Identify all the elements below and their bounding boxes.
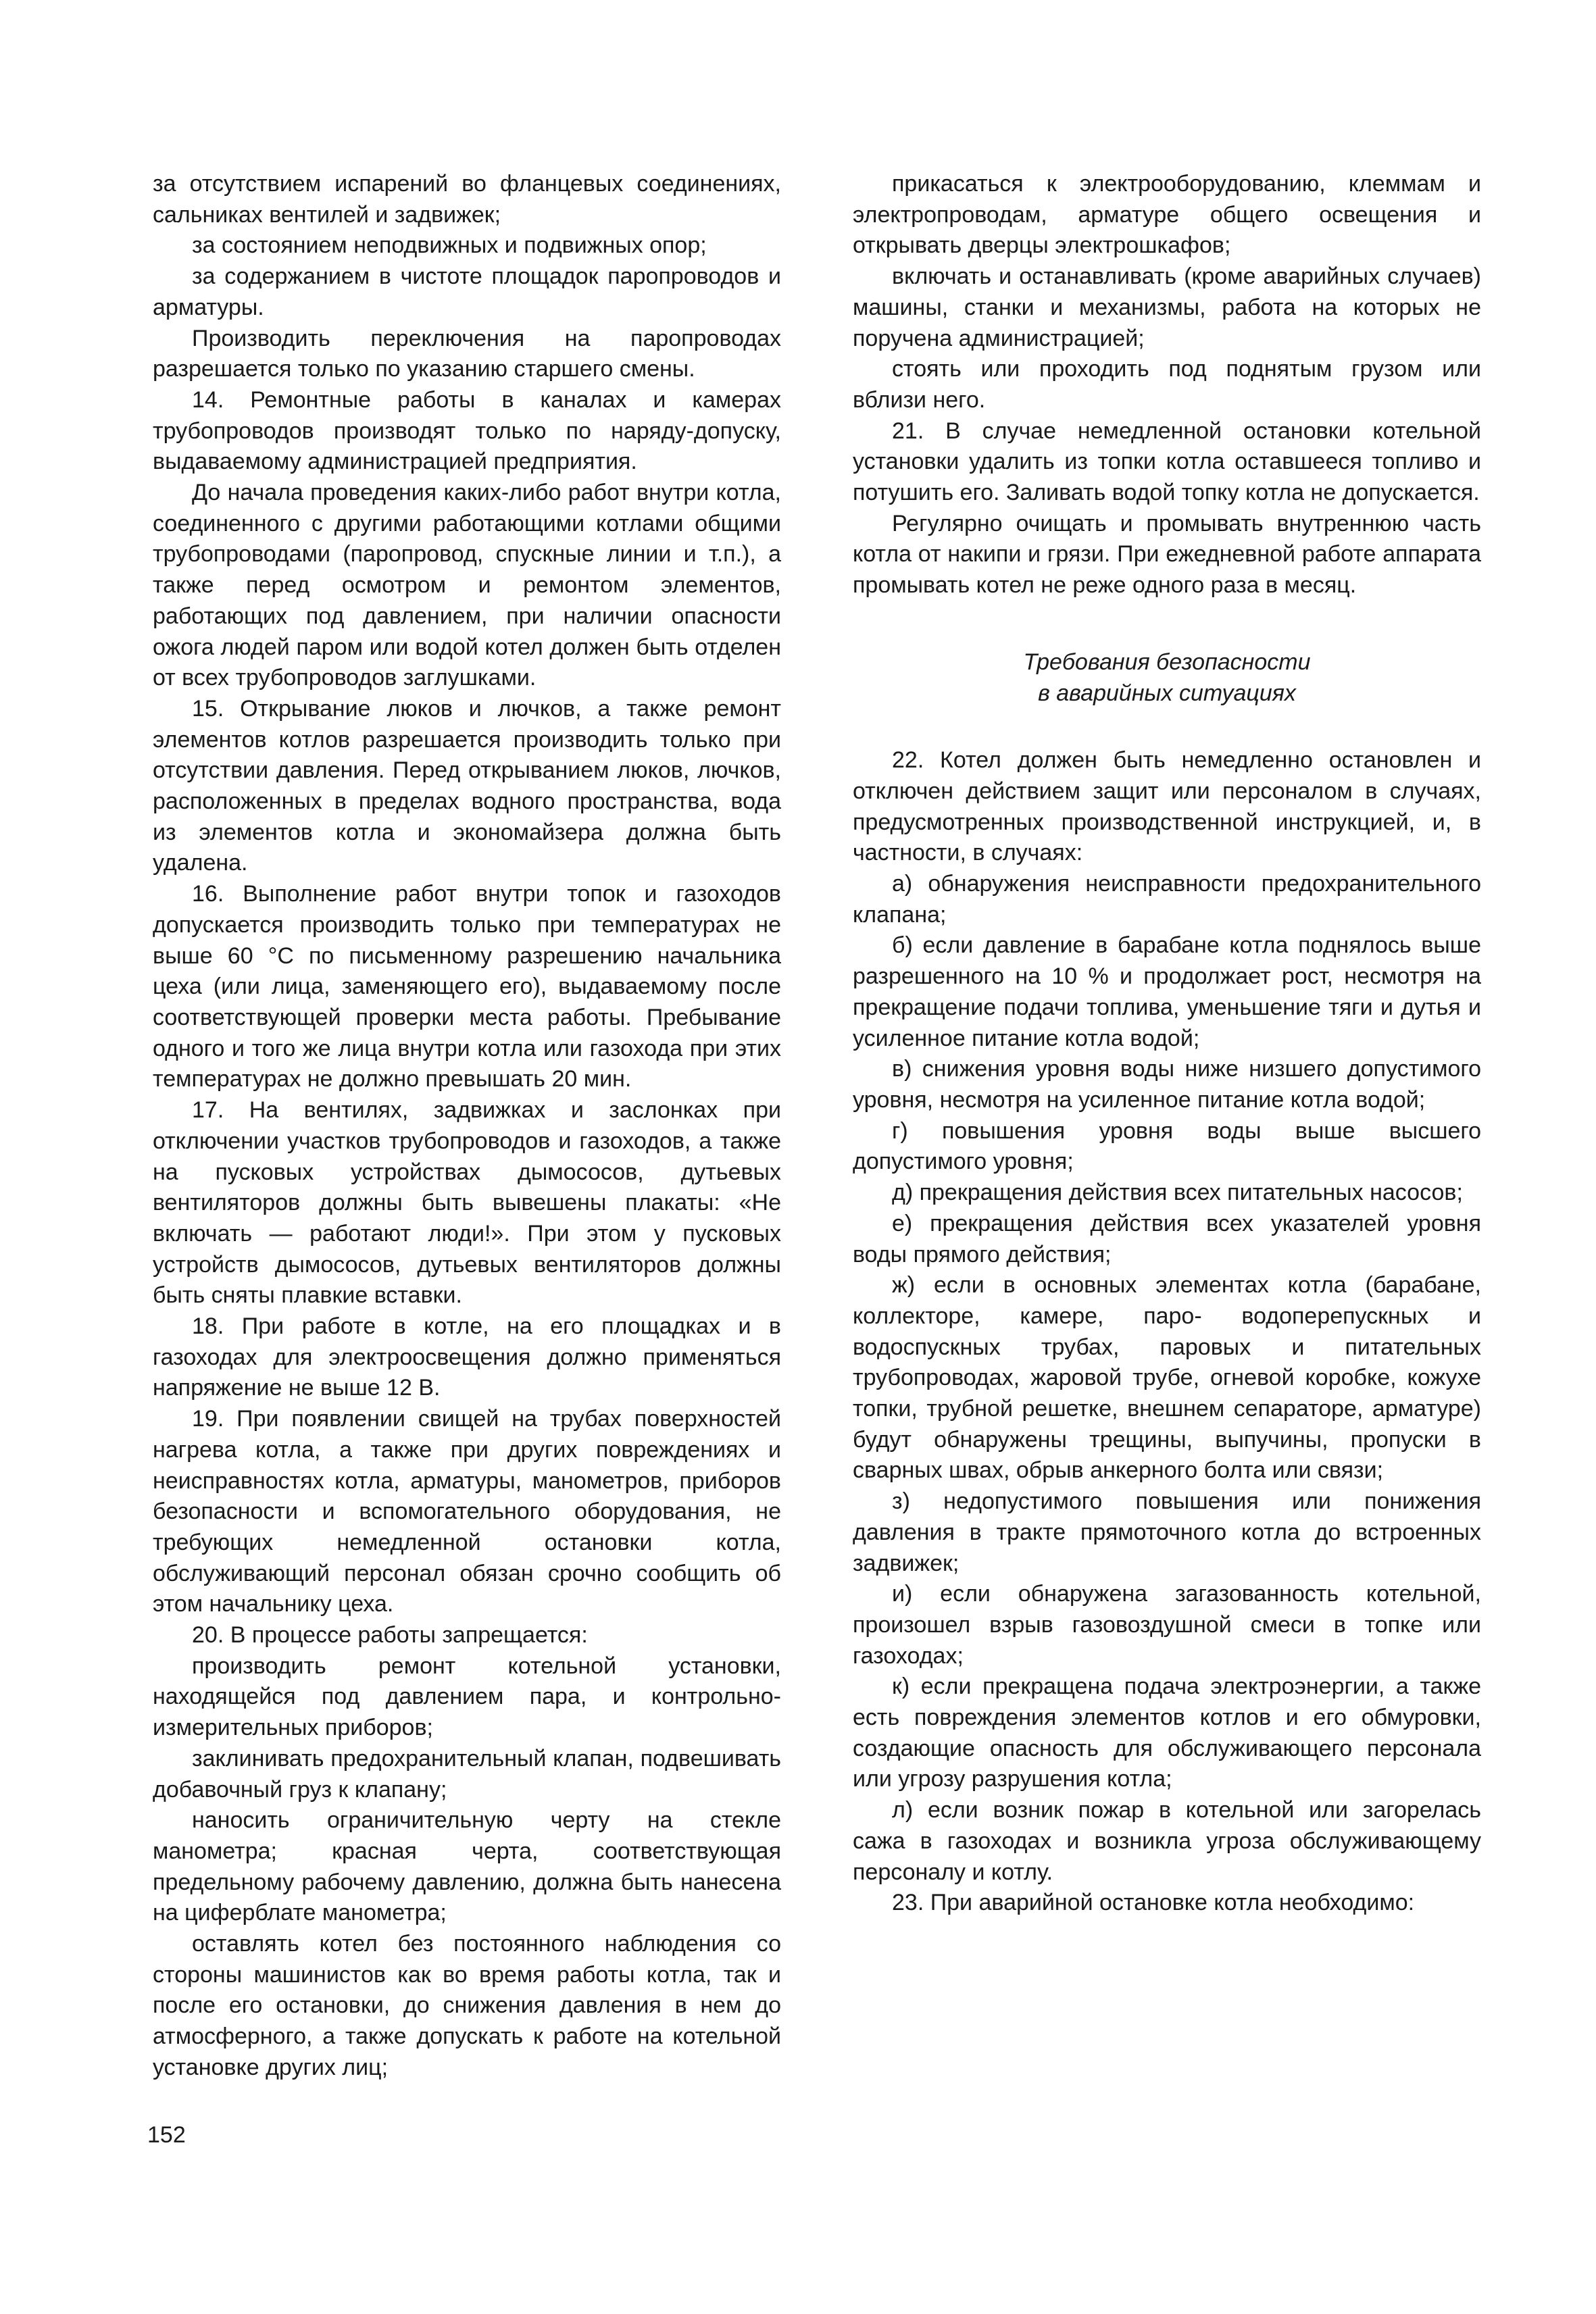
paragraph: за отсутствием испарений во фланцевых соединениях, сальниках вентилей и задвижек; bbox=[153, 171, 781, 228]
section-heading bbox=[853, 647, 1481, 709]
list-item: г) повышения уровня воды выше высшего допустимого уровня; bbox=[853, 1117, 1481, 1175]
right-column bbox=[853, 169, 1481, 1919]
paragraph: стоять или проходить под поднятым грузом или вблизи него. bbox=[853, 356, 1481, 413]
list-item: а) обнаружения неисправности предохранительного клапана; bbox=[853, 871, 1481, 928]
paragraph: 15. Открывание люков и лючков, а также ремонт элементов котлов разрешается производить только при отсутствии давления. Перед открыванием люков, лючков, расположенных в пределах водного пространства, вода из элементов котла и экономайзера должна быть удалена. bbox=[153, 695, 781, 876]
left-column bbox=[153, 169, 781, 2084]
paragraph: До начала проведения каких-либо работ внутри котла, соединенного с другими работающими котлами общими трубопроводами (паропровод, спускные линии и т.п.), а также перед осмотром и ремонтом элементов, работающих под давлением, при наличии опасности ожога людей паром или водой котел должен быть отделен от всех трубопроводов заглушками. bbox=[153, 480, 781, 691]
list-item: в) снижения уровня воды ниже низшего допустимого уровня, несмотря на усиленное питание котла водой; bbox=[853, 1056, 1481, 1113]
list-item: л) если возник пожар в котельной или загорелась сажа в газоходах и возникла угроза обслуживающему персоналу и котлу. bbox=[853, 1797, 1481, 1885]
paragraph: заклинивать предохранительный клапан, подвешивать добавочный груз к клапану; bbox=[153, 1745, 781, 1803]
paragraph: производить ремонт котельной установки, находящейся под давлением пара, и контрольно-измерительных приборов; bbox=[153, 1653, 781, 1741]
section-heading-line: Требования безопасности bbox=[1023, 649, 1311, 675]
list-item: з) недопустимого повышения или понижения давления в тракте прямоточного котла до встроенных задвижек; bbox=[853, 1488, 1481, 1576]
paragraph: наносить ограничительную черту на стекле манометра; красная черта, соответствующая предельному рабочему давлению, должна быть нанесена на циферблате манометра; bbox=[153, 1807, 781, 1926]
list-item: ж) если в основных элементах котла (барабане, коллекторе, камере, паро- водоперепускных и водоспускных трубах, паровых и питательных трубопроводах, жаровой трубе, огневой коробке, кожухе топки, трубной решетке, внешнем сепараторе, арматуре) будут обнаружены трещины, выпучины, пропуски в сварных швах, обрыв анкерного болта или связи; bbox=[853, 1272, 1481, 1484]
paragraph: 18. При работе в котле, на его площадках и в газоходах для электроосвещения должно применяться напряжение не выше 12 В. bbox=[153, 1313, 781, 1401]
paragraph: Регулярно очищать и промывать внутреннюю часть котла от накипи и грязи. При ежедневной работе аппарата промывать котел не реже одного раза в месяц. bbox=[853, 510, 1481, 599]
paragraph: Производить переключения на паропроводах разрешается только по указанию старшего смены. bbox=[153, 325, 781, 382]
paragraph: 16. Выполнение работ внутри топок и газоходов допускается производить только при температурах не выше 60 °С по письменному разрешению начальника цеха (или лица, заменяющего его), выдаваемому после соответствующей проверки места работы. Пребывание одного и того же лица внутри котла или газохода при этих температурах не должно превышать 20 мин. bbox=[153, 881, 781, 1092]
paragraph: включать и останавливать (кроме аварийных случаев) машины, станки и механизмы, работа на которых не поручена администрацией; bbox=[853, 263, 1481, 351]
paragraph: прикасаться к электрооборудованию, клеммам и электропроводам, арматуре общего освещения и открывать дверцы электрошкафов; bbox=[853, 171, 1481, 259]
paragraph: 17. На вентилях, задвижках и заслонках при отключении участков трубопроводов и газоходов, а также на пусковых устройствах дымососов, дутьевых вентиляторов должны быть вывешены плакаты: «Не включать — работают люди!». При этом у пусковых устройств дымососов, дутьевых вентиляторов должны быть сняты плавкие вставки. bbox=[153, 1097, 781, 1309]
paragraph: 19. При появлении свищей на трубах поверхностей нагрева котла, а также при других повреждениях и неисправностях котла, арматуры, манометров, приборов безопасности и вспомогательного оборудования, не требующих немедленной остановки котла, обслуживающий персонал обязан срочно сообщить об этом начальнику цеха. bbox=[153, 1406, 781, 1617]
list-item: д) прекращения действия всех питательных насосов; bbox=[892, 1180, 1463, 1206]
page-number: 152 bbox=[147, 2122, 186, 2148]
list-item: б) если давление в барабане котла поднялось выше разрешенного на 10 % и продолжает рост, несмотря на прекращение подачи топлива, уменьшение тяги и дутья и усиленное питание котла водой; bbox=[853, 932, 1481, 1051]
paragraph: оставлять котел без постоянного наблюдения со стороны машинистов как во время работы котла, так и после его остановки, до снижения давления в нем до атмосферного, а также допускать к работе на котельной установке других лиц; bbox=[153, 1931, 781, 2080]
section-heading-line: в аварийных ситуациях bbox=[1038, 680, 1296, 706]
paragraph: за состоянием неподвижных и подвижных опор; bbox=[192, 232, 707, 259]
paragraph: 22. Котел должен быть немедленно остановлен и отключен действием защит или персоналом в случаях, предусмотренных производственной инструкцией, и, в частности, в случаях: bbox=[853, 747, 1481, 866]
paragraph: за содержанием в чистоте площадок паропроводов и арматуры. bbox=[153, 263, 781, 320]
list-item: к) если прекращена подача электроэнергии, а также есть повреждения элементов котлов и его обмуровки, создающие опасность для обслуживающего персонала или угрозу разрушения котла; bbox=[853, 1674, 1481, 1792]
paragraph: 14. Ремонтные работы в каналах и камерах трубопроводов производят только по наряду-допуску, выдаваемому администрацией предприятия. bbox=[153, 386, 781, 475]
list-item: е) прекращения действия всех указателей уровня воды прямого действия; bbox=[853, 1210, 1481, 1267]
paragraph: 20. В процессе работы запрещается: bbox=[192, 1622, 588, 1649]
list-item: и) если обнаружена загазованность котельной, произошел взрыв газовоздушной смеси в топке или газоходах; bbox=[853, 1581, 1481, 1669]
paragraph: 21. В случае немедленной остановки котельной установки удалить из топки котла оставшееся топливо и потушить его. Заливать водой топку котла не допускается. bbox=[853, 418, 1481, 506]
paragraph: 23. При аварийной остановке котла необходимо: bbox=[892, 1890, 1415, 1916]
